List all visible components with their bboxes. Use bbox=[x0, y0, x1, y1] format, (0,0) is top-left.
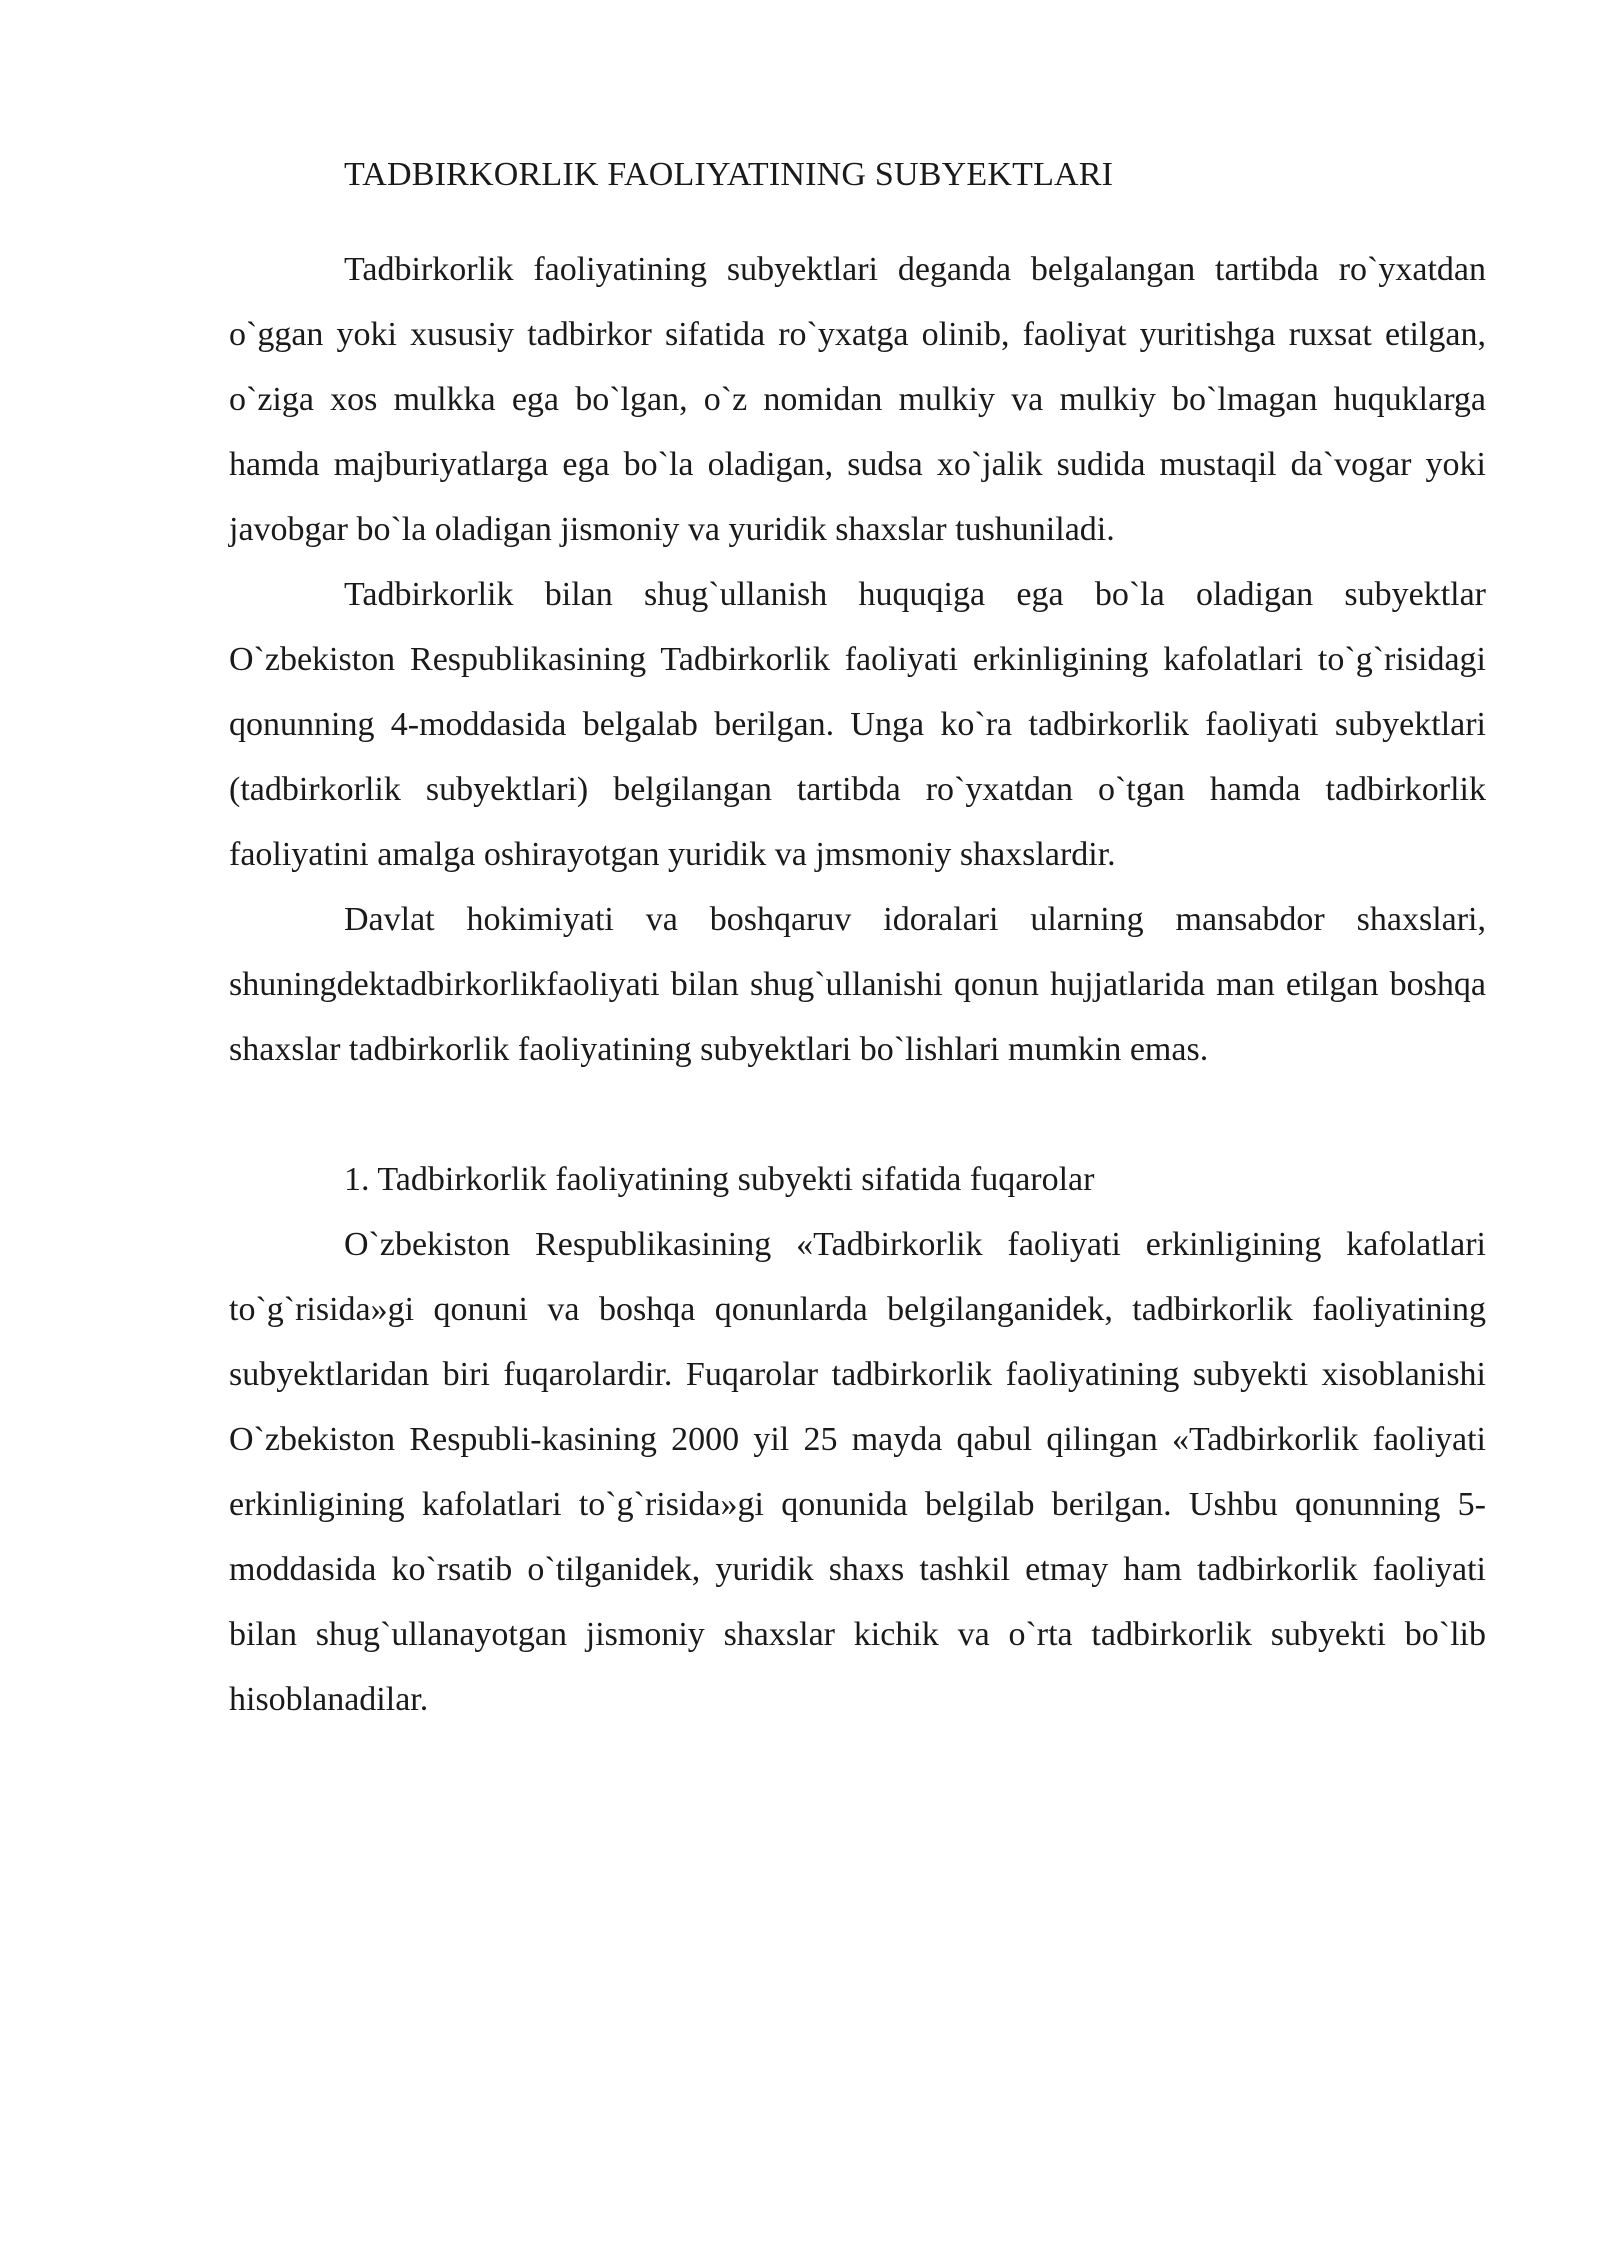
section-spacer bbox=[229, 1082, 1486, 1147]
paragraph-definition: Tadbirkorlik faoliyatining subyektlari deganda belgalangan tartibda ro`yxatdan o`ggan yoki xususiy tadbirkor sifatida ro`yxatga olinib, faoliyat yuritishga ruxsat etilgan, o`ziga xos mulkka ega bo`lgan, o`z nomidan mulkiy va mulkiy bo`lmagan huquklarga hamda majburiyatlarga ega bo`la oladigan, sudsa xo`jalik sudida mustaqil da`vogar yoki javobgar bo`la oladigan jismoniy va yuridik shaxslar tushuniladi. bbox=[229, 251, 1486, 548]
document-body bbox=[229, 150, 1486, 1732]
paragraph-citizens: O`zbekiston Respublikasining «Tadbirkorlik faoliyati erkinligining kafolatlari to`g`risida»gi qonuni va boshqa qonunlarda belgilanganidek, tadbirkorlik faoliyatining subyektlaridan biri fuqarolardir. Fuqarolar tadbirkorlik faoliyatining subyekti xisoblanishi O`zbekiston Respubli-kasining 2000 yil 25 mayda qabul qilingan «Tadbirkorlik faoliyati erkinligining kafolatlari to`g`risida»gi qonunida belgilab berilgan. Ushbu qonunning 5-moddasida ko`rsatib o`tilganidek, yuridik shaxs tashkil etmay ham tadbirkorlik faoliyati bilan shug`ullanayotgan jismoniy shaxslar kichik va o`rta tadbirkorlik subyekti bo`lib hisoblanadilar. bbox=[229, 1226, 1486, 1718]
paragraph-legal-basis: Tadbirkorlik bilan shug`ullanish huquqiga ega bo`la oladigan subyektlar O`zbekiston Respublikasining Tadbirkorlik faoliyati erkinligining kafolatlari to`g`risidagi qonunning 4-moddasida belgalab berilgan. Unga ko`ra tadbirkorlik faoliyati subyektlari (tadbirkorlik subyektlari) belgilangan tartibda ro`yxatdan o`tgan hamda tadbirkorlik faoliyatini amalga oshirayotgan yuridik va jmsmoniy shaxslardir. bbox=[229, 576, 1486, 873]
section-heading-citizens: 1. Tadbirkorlik faoliyatining subyekti sifatida fuqarolar bbox=[344, 1161, 1095, 1198]
paragraph-restrictions: Davlat hokimiyati va boshqaruv idoralari ularning mansabdor shaxslari, shuningdektadbirkorlikfaoliyati bilan shug`ullanishi qonun hujjatlarida man etilgan boshqa shaxslar tadbirkorlik faoliyatining subyektlari bo`lishlari mumkin emas. bbox=[229, 901, 1486, 1068]
document-title: TADBIRKORLIK FAOLIYATINING SUBYEKTLARI bbox=[344, 156, 1114, 193]
